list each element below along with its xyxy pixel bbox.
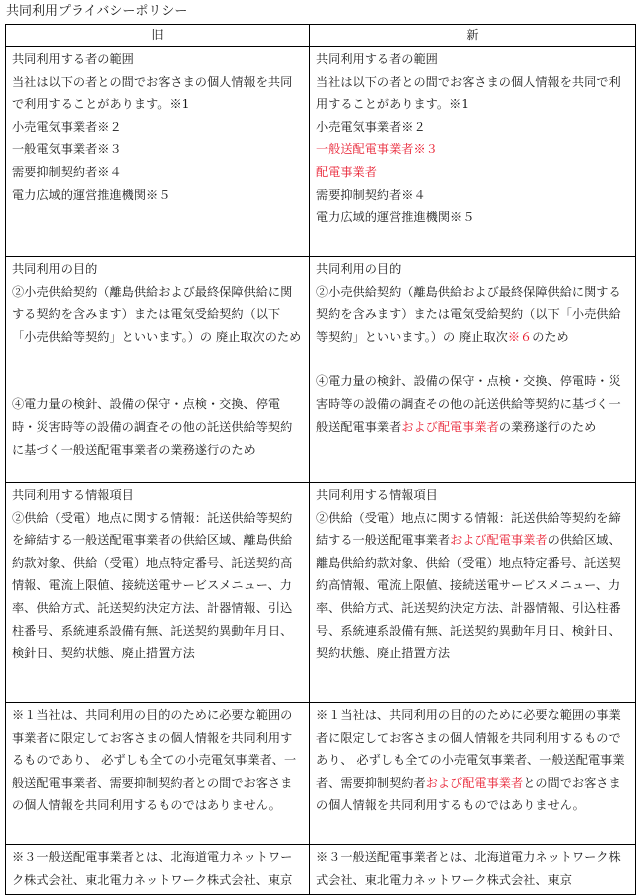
text: の供給区域、離島供給約款対象、供給（受電）地点特定番号、託送契約高情報、電流上限値、接続送電サービスメニュー、力率、供給方式、託送契約決定方法、計器情報、引込柱番号、系統連系設備有無、託送契約異動年月日、検針日、契約状態、廃止措置方法 bbox=[316, 533, 621, 661]
scope-item: 電力広域的運営推進機関※５ bbox=[316, 210, 475, 225]
cell-scope-old bbox=[6, 47, 310, 257]
scope-item: 電力広域的運営推進機関※５ bbox=[12, 187, 171, 202]
text: のため bbox=[532, 329, 569, 344]
table-row-info bbox=[6, 483, 636, 703]
cell-note1-new bbox=[310, 703, 636, 845]
scope-item: 一般電気事業者※３ bbox=[12, 142, 122, 157]
note1-text bbox=[316, 704, 629, 817]
added-text: ※６ bbox=[507, 329, 533, 344]
purpose-para bbox=[316, 281, 629, 349]
cell-scope-new bbox=[310, 47, 636, 257]
info-para: ②供給（受電）地点に関する情報：託送供給等契約を締結する一般送配電事業者の供給区域、離島供給約款対象、供給（受電）地点特定番号、託送契約高情報、電流上限値、接続送電サービスメニュー、力率、供給方式、託送契約決定方法、計器情報、引込柱番号、系統連系設備有無、託送契約異動年月日、検針日、契約状態、廃止措置方法 bbox=[12, 510, 293, 661]
text: ②小売供給契約（離島供給および最終保障供給に関する契約を含みます）または電気受給契約（以下「小売供給等契約」といいます。）の 廃止取次 bbox=[316, 284, 621, 344]
added-text: および配電事業者 bbox=[401, 419, 499, 434]
note3-text: ※３一般送配電事業者とは、北海道電力ネットワーク株式会社、東北電力ネットワーク株式会社、東京 bbox=[316, 850, 621, 887]
text: ④電力量の検針、設備の保守・点検・交換、停電時・災害時等の設備の調査その他の託送供給等契約に基づく一般送配電事業者 bbox=[316, 374, 621, 434]
cell-purpose-old bbox=[6, 257, 310, 483]
header-new: 新 bbox=[310, 25, 636, 47]
text: ②供給（受電）地点に関する情報：託送供給等契約を締結する一般送配電事業者 bbox=[316, 510, 621, 548]
purpose-para: ②小売供給契約（離島供給および最終保障供給に関する契約を含みます）または電気受給契約（以下「小売供給等契約」といいます。）の 廃止取次のため bbox=[12, 284, 302, 344]
cell-info-new bbox=[310, 483, 636, 703]
scope-item: 需要抑制契約者※４ bbox=[316, 187, 426, 202]
scope-intro: 当社は以下の者との間でお客さまの個人情報を共同で利用することがあります。※1 bbox=[316, 74, 621, 112]
cell-note3-new bbox=[310, 845, 636, 895]
text: ※１当社は、共同利用の目的のために必要な範囲の事業者に限定してお客さまの個人情報を共同利用するものであり、 必ずしも全ての小売電気事業者、一般送配電事業者、需要抑制契約者 bbox=[316, 708, 625, 790]
cell-info-old bbox=[6, 483, 310, 703]
comparison-table bbox=[5, 24, 636, 895]
cell-note1-old bbox=[6, 703, 310, 845]
purpose-para: ④電力量の検針、設備の保守・点検・交換、停電時・災害時等の設備の調査その他の託送供給等契約に基づく一般送配電事業者の業務遂行のため bbox=[12, 397, 293, 457]
cell-note3-old bbox=[6, 845, 310, 895]
purpose-heading: 共同利用の目的 bbox=[12, 262, 98, 276]
scope-heading: 共同利用する者の範囲 bbox=[12, 52, 134, 66]
scope-item: 小売電気事業者※２ bbox=[12, 119, 122, 134]
cell-purpose-new bbox=[310, 257, 636, 483]
note3-text: ※３一般送配電事業者とは、北海道電力ネットワーク株式会社、東北電力ネットワーク株式会社、東京 bbox=[12, 850, 293, 887]
scope-intro: 当社は以下の者との間でお客さまの個人情報を共同で利用することがあります。※1 bbox=[12, 74, 293, 112]
table-row-note3 bbox=[6, 845, 636, 895]
header-row bbox=[6, 25, 636, 47]
table-row-note1 bbox=[6, 703, 636, 845]
info-para bbox=[316, 507, 629, 665]
purpose-heading: 共同利用の目的 bbox=[316, 262, 402, 276]
text: との間でお客さまの個人情報を共同利用するものではありません。 bbox=[316, 775, 621, 813]
document-title: 共同利用プライバシーポリシー bbox=[6, 4, 188, 19]
header-old: 旧 bbox=[6, 25, 310, 47]
note1-text: ※１当社は、共同利用の目的のために必要な範囲の事業者に限定してお客さまの個人情報を共同利用するものであり、 必ずしも全ての小売電気事業者、一般送配電事業者、需要抑制契約者との間でお客さまの個人情報を共同利用するものではありません。 bbox=[12, 708, 297, 813]
scope-item-added: 配電事業者 bbox=[316, 164, 377, 179]
info-heading: 共同利用する情報項目 bbox=[12, 488, 134, 502]
info-heading: 共同利用する情報項目 bbox=[316, 488, 438, 502]
scope-heading: 共同利用する者の範囲 bbox=[316, 52, 438, 66]
table-row-scope bbox=[6, 47, 636, 257]
purpose-para bbox=[316, 370, 629, 438]
spacer bbox=[316, 348, 629, 370]
text: の業務遂行のため bbox=[498, 419, 597, 434]
scope-item: 小売電気事業者※２ bbox=[316, 119, 426, 134]
scope-item-added: 一般送配電事業者※３ bbox=[316, 142, 438, 157]
scope-item: 需要抑制契約者※４ bbox=[12, 164, 122, 179]
table-row-purpose bbox=[6, 257, 636, 483]
added-text: および配電事業者 bbox=[425, 775, 524, 790]
added-text: および配電事業者 bbox=[450, 533, 548, 548]
spacer bbox=[12, 348, 303, 393]
